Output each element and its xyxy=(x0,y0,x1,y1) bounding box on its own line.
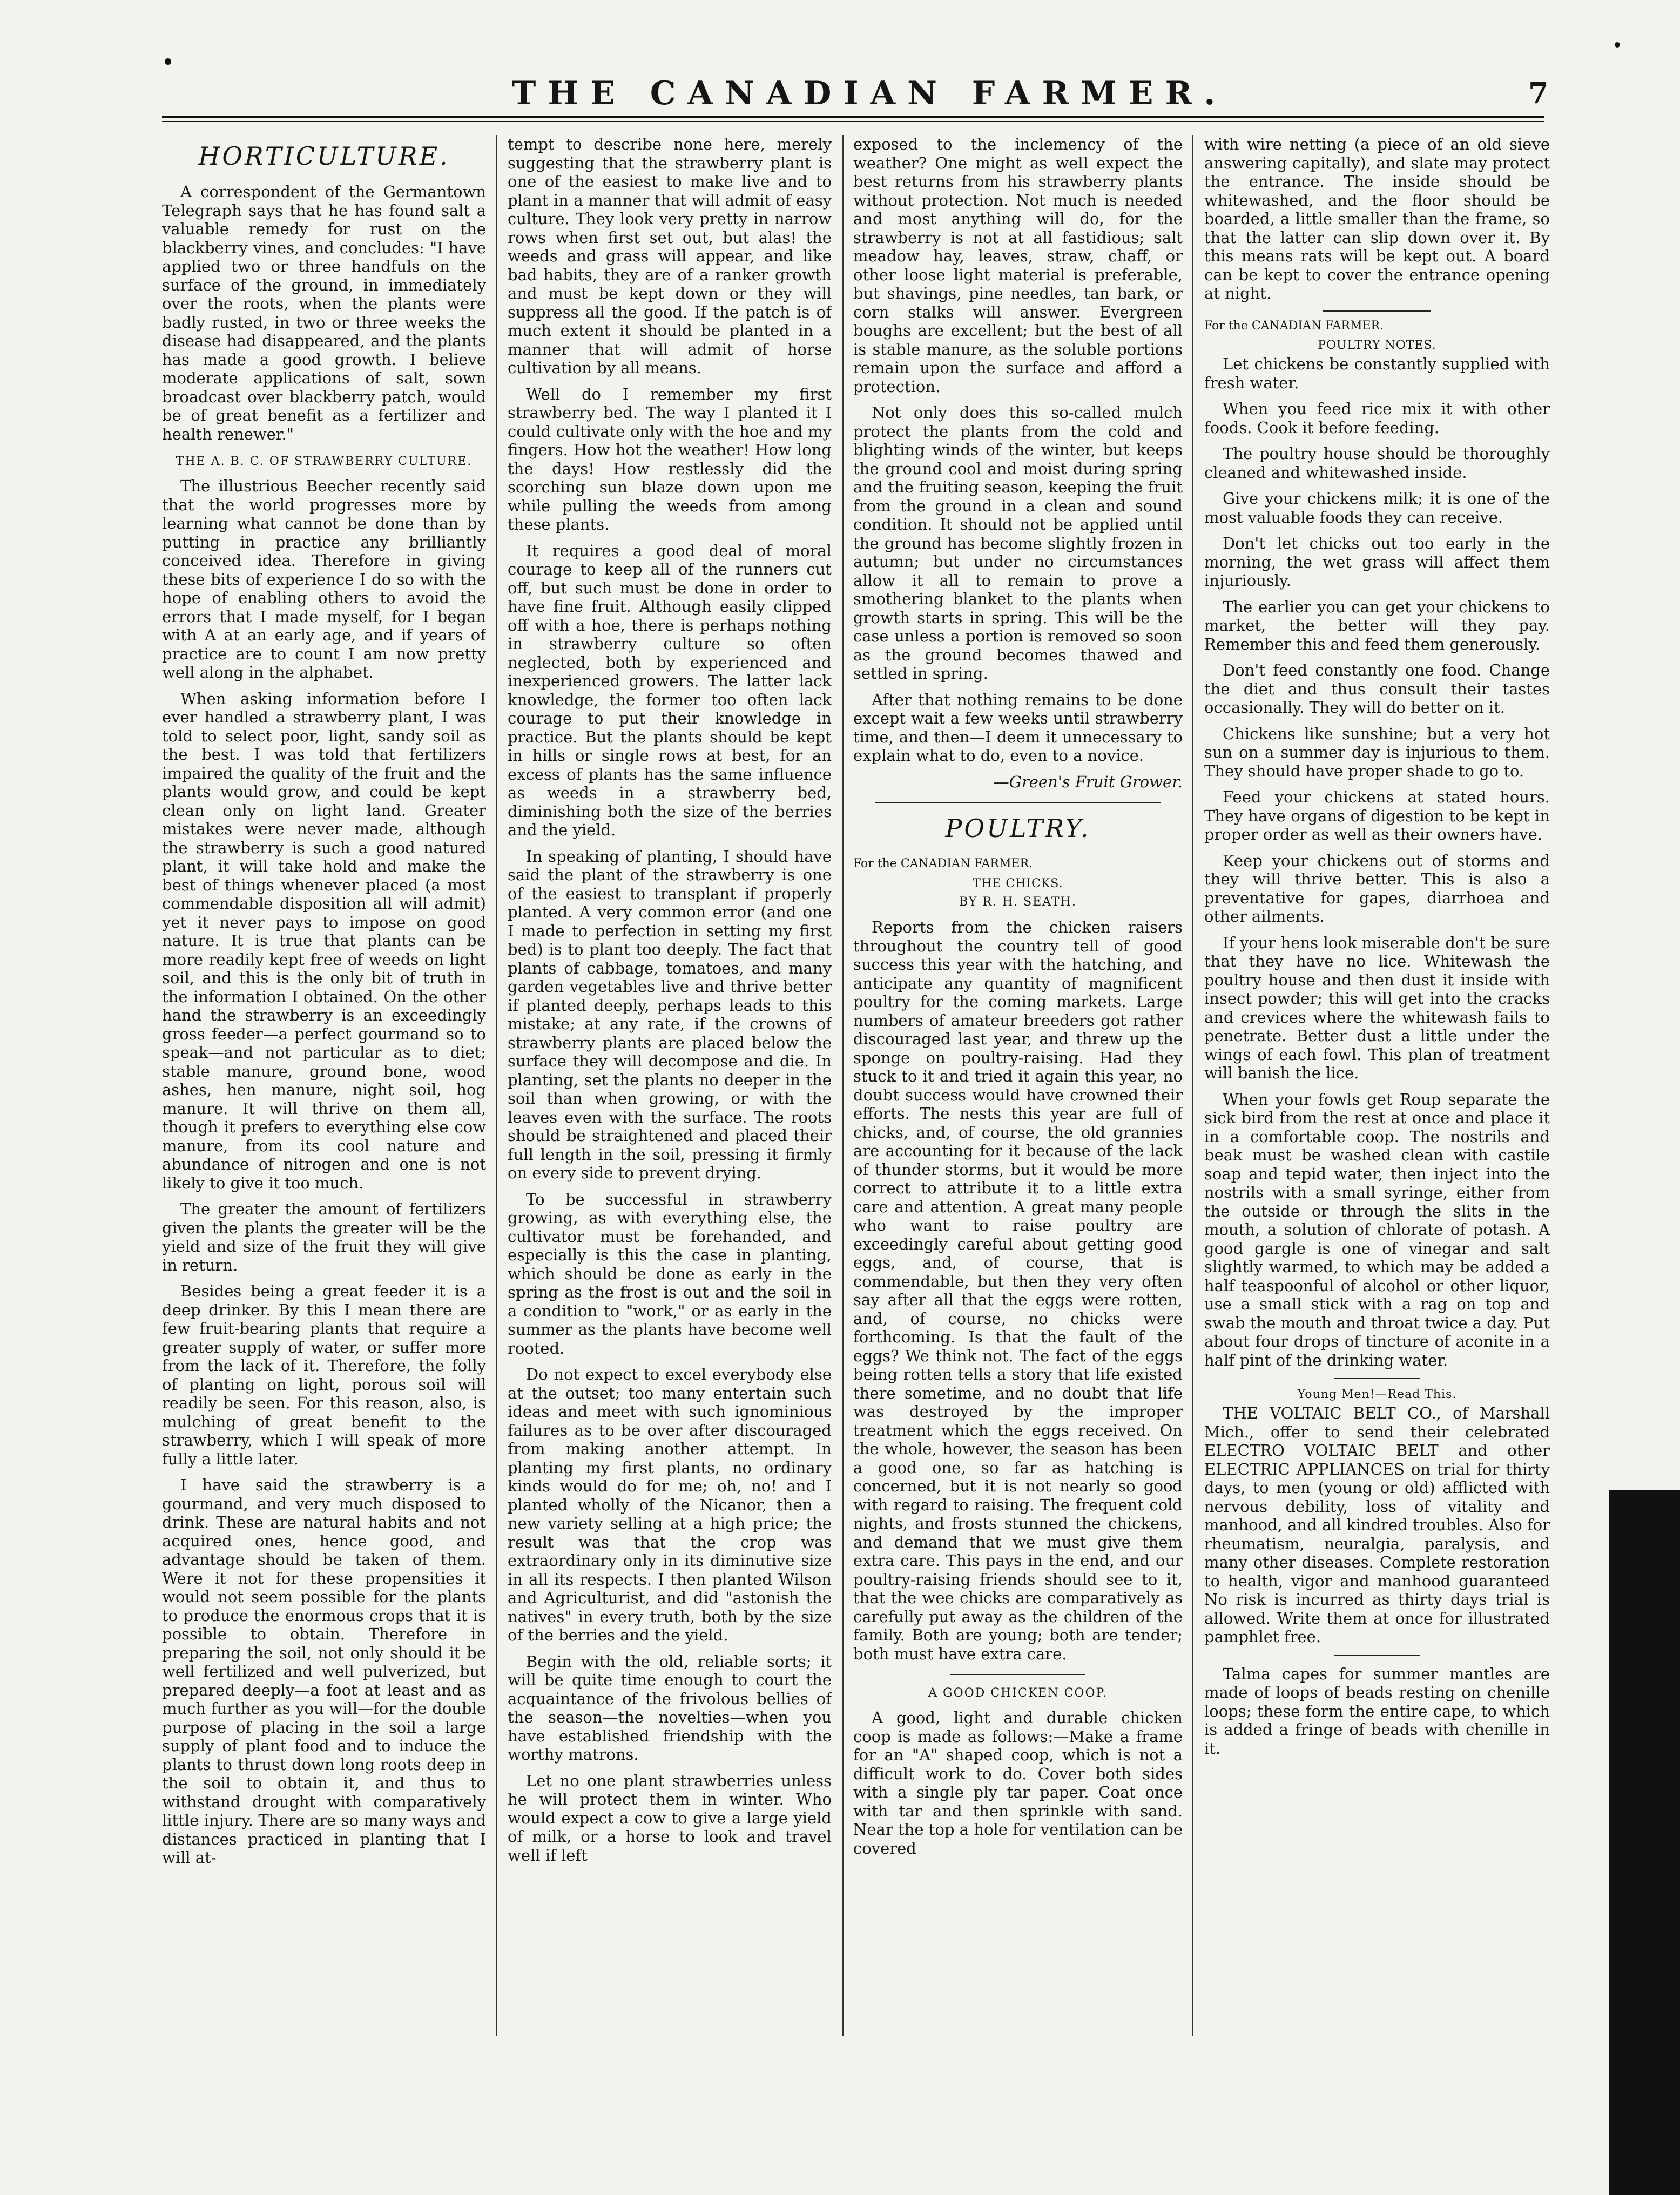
contributor-credit: For the CANADIAN FARMER. xyxy=(1204,319,1384,333)
column-rule xyxy=(1192,135,1193,2036)
masthead-rule xyxy=(162,116,1544,118)
source-attribution: —Green's Fruit Grower. xyxy=(993,772,1183,791)
column-rule xyxy=(842,135,844,2036)
note-item: Chickens like sunshine; but a very hot sun on a summer day is injurious to them. They should have proper shade to go to. xyxy=(1204,724,1550,780)
article-paragraph: When asking information before I ever handled a strawberry plant, I was told to select poor, light, sandy soil as the best. I was told that fertilizers impaired the quality of the fruit and the plants would grow, and could be kept clean only on light land. Greater mistakes were never made, although the strawberry is such a good natured plant, it will take hold and make the best of things whenever placed (a most commendable disposition all will admit) yet it never pays to impose on good nature. It is true that plants can be more readily kept free of weeds on light soil, and this is the only bit of truth in the information I obtained. On the other hand the strawberry is an exceedingly gross feeder—a perfect gourmand so to speak—and not particular as to diet; stable manure, ground bone, wood ashes, hen manure, night soil, hog manure. It will thrive on them all, though it prefers to everything else cow manure, from its cool nature and abundance of nitrogen and one is not likely to give it too much. xyxy=(162,689,486,1192)
article-paragraph: Begin with the old, reliable sorts; it will be quite time enough to court the acquaintance of the frivolous bellies of the season—the novelties—when you have established friendship with the worthy matrons. xyxy=(508,1652,832,1764)
section-separator xyxy=(875,802,1161,803)
advertisement-text: THE VOLTAIC BELT CO., of Marshall Mich., offer to send their celebrated ELECTRO VOLTAIC BELT and other ELECTRIC APPLIANCES on trial for thirty days, to men (young or old) afflicted with nervous debility, loss of vitality and manhood, and all kindred troubles. Also for rheumatism, neuralgia, paralysis, and many other diseases. Complete restoration to health, vigor and manhood guaranteed No risk is incurred as thirty days trial is allowed. Write them at once for illustrated pamphlet free. xyxy=(1204,1404,1550,1646)
note-item: The poultry house should be thoroughly cleaned and whitewashed inside. xyxy=(1204,444,1550,482)
article-paragraph: A good, light and durable chicken coop is made as follows:—Make a frame for an "A" shaped coop, which is not a difficult work to do. Cover both sides with a single ply tar paper. Coat once with tar and then sprinkle with sand. Near the top a hole for ventilation can be covered xyxy=(853,1708,1183,1858)
strawberry-culture-heading: THE A. B. C. OF STRAWBERRY CULTURE. xyxy=(176,455,473,468)
section-separator xyxy=(1323,310,1431,312)
note-item: When you feed rice mix it with other foods. Cook it before feeding. xyxy=(1204,400,1550,437)
article-paragraph: Talma capes for summer mantles are made of loops of beads resting on chenille loops; these form the entire cape, to which is added a fringe of beads with chenille in it. xyxy=(1204,1664,1550,1758)
poultry-notes-heading: POULTRY NOTES. xyxy=(1318,339,1436,352)
article-paragraph: The greater the amount of fertilizers given the plants the greater will be the yield and size of the fruit they will give in return. xyxy=(162,1200,486,1274)
column-1 xyxy=(162,135,486,2122)
print-speck xyxy=(165,58,171,65)
poultry-heading: POULTRY. xyxy=(945,814,1091,843)
article-paragraph: It requires a good deal of moral courage to keep all of the runners cut off, but such must be done in order to have fine fruit. Although easily clipped off with a hoe, there is perhaps nothing in strawberry culture so often neglected, both by experienced and inexperienced growers. The latter lack knowledge, the former too often lack courage to put their knowledge in practice. But the plants should be kept in hills or single rows at best, for an excess of plants has the same influence as weeds in a strawberry bed, diminishing both the size of the berries and the yield. xyxy=(508,541,832,839)
note-item: Keep your chickens out of storms and they will thrive better. This is also a preventative for gapes, diarrhoea and other ailments. xyxy=(1204,851,1550,926)
section-separator xyxy=(1334,1655,1420,1656)
article-paragraph: Well do I remember my first strawberry bed. The way I planted it I could cultivate only with the hoe and my fingers. How hot the weather! How long the days! How restlessly did the scorching sun blaze down upon me while pulling the weeds from among these plants. xyxy=(508,384,832,533)
article-paragraph: Reports from the chicken raisers throughout the country tell of good success this year with the hatching, and anticipate any quantity of magnificent poultry for the coming markets. Large numbers of amateur breeders got rather discouraged last year, and threw up the sponge on poultry-raising. Had they stuck to it and tried it again this year, no doubt success would have crowned their efforts. The nests this year are full of chicks, and, of course, the old grannies are accounting for it because of the lack of thunder storms, but it would be more correct to attribute it to a little extra care and attention. A great many people who want to raise poultry are exceedingly careful about getting good eggs, and, of course, that is commendable, but then they very often say after all that the eggs were rotten, and, of course, no chicks were forthcoming. Is that the fault of the eggs? We think not. The fact of the eggs being rotten tells a story that life existed there sometime, and no doubt that life was destroyed by the improper treatment which the eggs received. On the whole, however, the season has been a good one, so far as hatching is concerned, but it is not nearly so good with regard to raising. The frequent cold nights, and frosts stunned the chickens, and demand that we must give them extra care. This pays in the end, and our poultry-raising friends should see to it, that the wee chicks are comparatively as carefully put away as the children of the family. Both are young; both are tender; both must have extra care. xyxy=(853,918,1183,1663)
article-paragraph: Not only does this so-called mulch protect the plants from the cold and blighting winds of the winter, but keeps the ground cool and moist during spring and the fruiting season, keeping the fruit from the ground in a clean and sound condition. It should not be applied until the ground has become slightly frozen in autumn; but under no circumstances allow it all to remain to prove a smothering blanket to the plants when growth starts in spring. This will be the case unless a portion is removed so soon as the ground becomes thawed and settled in spring. xyxy=(853,403,1183,683)
section-separator xyxy=(950,1674,1085,1675)
masthead-rule-thin xyxy=(162,121,1544,122)
page-number: 7 xyxy=(1528,76,1549,110)
article-paragraph: I have said the strawberry is a gourmand, and very much disposed to drink. These are natural habits and not acquired ones, hence good, and advantage should be taken of them. Were it not for these propensities it would not seem possible for the plants to produce the enormous crops that it is possible to obtain. Therefore in preparing the soil, not only should it be well fertilized and well pulverized, but prepared deeply—a foot at least and as much further as you will—for the double purpose of placing in the soil a large supply of plant food and to induce the plants to thrust down long roots deep in the soil to obtain it, and thus to withstand drought with comparatively little injury. There are so many ways and distances practiced in planting that I will at- xyxy=(162,1476,486,1867)
column-2 xyxy=(508,135,832,2122)
article-paragraph: To be successful in strawberry growing, as with everything else, the cultivator must be forehanded, and especially is this the case in planting, which should be done as early in the spring as the frost is out and the soil in a condition to "work," or as early in the summer as the plants have become well rooted. xyxy=(508,1190,832,1357)
note-item: Don't feed constantly one food. Change the diet and thus consult their tastes occasionally. They will do better on it. xyxy=(1204,661,1550,717)
note-item: If your hens look miserable don't be sure that they have no lice. Whitewash the poultry house and then dust it inside with insect powder; this will get into the cracks and crevices where the whitewash fails to penetrate. Better dust a little under the wings of each fowl. This plan of treatment will banish the lice. xyxy=(1204,933,1550,1082)
article-paragraph: with wire netting (a piece of an old sieve answering capitally), and slate may protect the entrance. The inside should be whitewashed, and the floor should be boarded, a little smaller than the frame, so that the latter can slip down over it. By this means rats will be kept out. A board can be kept to cover the entrance opening at night. xyxy=(1204,135,1550,302)
article-paragraph: The illustrious Beecher recently said that the world progresses more by learning what cannot be done than by putting in practice any brilliantly conceived idea. Therefore in giving these bits of experience I do so with the hope of enabling others to avoid the errors that I made myself, for I began with A at an early age, and if years of practice are to count I am now pretty well along in the alphabet. xyxy=(162,477,486,681)
advertisement-heading: Young Men!—Read This. xyxy=(1297,1388,1457,1401)
masthead xyxy=(0,0,1680,135)
horticulture-heading: HORTICULTURE. xyxy=(198,141,450,171)
article-paragraph: A correspondent of the Germantown Telegraph says that he has found salt a valuable remedy for rust on the blackberry vines, and concludes: "I have applied two or three handfuls on the surface of the ground, in immediately over the roots, when the plants were badly rusted, in two or three weeks the disease had disappeared, and the plants has made a good growth. I believe moderate applications of salt, sown broadcast over blackberry patch, would be of great benefit as a fertilizer and health renewer." xyxy=(162,183,486,443)
article-paragraph: exposed to the inclemency of the weather? One might as well expect the best returns from his strawberry plants without protection. Not much is needed and most anything will do, for the strawberry is not at all fastidious; salt meadow hay, leaves, straw, chaff, or other loose light material is preferable, but shavings, pine needles, tan bark, or corn stalks will answer. Evergreen boughs are excellent; but the best of all is stable manure, as the soluble portions remain upon the surface and afford a protection. xyxy=(853,135,1183,396)
note-item: Let chickens be constantly supplied with fresh water. xyxy=(1204,355,1550,392)
note-item: Give your chickens milk; it is one of the most valuable foods they can receive. xyxy=(1204,489,1550,526)
byline: BY R. H. SEATH. xyxy=(959,895,1077,909)
article-paragraph: Do not expect to excel everybody else at the outset; too many entertain such ideas and meet with such ignominious failures as to be over after discouraged from making another attempt. In planting my first plants, no ordinary kinds would do for me; oh, no! and I planted wholly of the Nicanor, then a new variety selling at a high price; the result was that the crop was extraordinary only in its diminutive size in all its respects. I then planted Wilson and Agriculturist, and did "astonish the natives" in every truth, both by the size of the berries and the yield. xyxy=(508,1365,832,1644)
section-separator xyxy=(1334,1378,1420,1379)
article-paragraph: In speaking of planting, I should have said the plant of the strawberry is one of the easiest to transplant if properly planted. A very common error (and one I made to perfection in setting my first bed) is to plant too deeply. The fact that plants of cabbage, tomatoes, and many garden vegetables live and thrive better if planted deeply, perhaps leads to this mistake; at any rate, if the crowns of strawberry plants are placed below the surface they will decompose and die. In planting, set the plants no deeper in the soil than when growing, or with the leaves even with the surface. The roots should be straightened and placed their full length in the soil, pressing it firmly on every side to prevent drying. xyxy=(508,847,832,1182)
article-paragraph: tempt to describe none here, merely suggesting that the strawberry plant is one of the easiest to make live and to plant in a manner that will admit of easy culture. They look very pretty in narrow rows when first set out, but alas! the weeds and grass will appear, and like bad habits, they are of a ranker growth and must be kept down or they will suppress all the good. If the patch is of much extent it should be planted in a manner that will admit of horse cultivation by all means. xyxy=(508,135,832,377)
note-item: Don't let chicks out too early in the morning, the wet grass will affect them injuriously. xyxy=(1204,534,1550,590)
chicks-heading: THE CHICKS. xyxy=(973,876,1063,890)
column-3 xyxy=(853,135,1183,2122)
column-4 xyxy=(1204,135,1550,2122)
note-item: When your fowls get Roup separate the sick bird from the rest at once and place it in a comfortable coop. The nostrils and beak must be washed clean with castile soap and tepid water, then inject into the nostrils with a small syringe, either from the outside or through the slits in the mouth, a solution of chlorate of potash. A good gargle is one of vinegar and salt slightly warmed, to which may be added a half teaspoonful of alcohol or other liquor, use a small stick with a rag on top and swab the mouth and throat twice a day. Put about four drops of tincture of aconite in a half pint of the drinking water. xyxy=(1204,1090,1550,1369)
chicken-coop-heading: A GOOD CHICKEN COOP. xyxy=(928,1686,1108,1700)
contributor-credit: For the CANADIAN FARMER. xyxy=(853,857,1033,870)
scan-edge-shadow xyxy=(1609,1490,1680,2195)
newspaper-title: THE CANADIAN FARMER. xyxy=(511,75,1227,112)
article-paragraph: After that nothing remains to be done except wait a few weeks until strawberry time, and then—I deem it unnecessary to explain what to do, even to a novice. xyxy=(853,690,1183,765)
column-rule xyxy=(496,135,497,2036)
print-speck xyxy=(1615,42,1620,48)
note-item: Feed your chickens at stated hours. They have organs of digestion to be kept in proper order as well as their owners have. xyxy=(1204,788,1550,843)
article-paragraph: Besides being a great feeder it is a deep drinker. By this I mean there are few fruit-bearing plants that require a greater supply of water, or suffer more from the lack of it. Therefore, the folly of planting on light, porous soil will readily be seen. For this reason, also, is mulching of great benefit to the strawberry, which I will speak of more fully a little later. xyxy=(162,1282,486,1468)
note-item: The earlier you can get your chickens to market, the better will they pay. Remember this and feed them generously. xyxy=(1204,597,1550,653)
article-paragraph: Let no one plant strawberries unless he will protect them in winter. Who would expect a cow to give a large yield of milk, or a horse to look and travel well if left xyxy=(508,1771,832,1865)
